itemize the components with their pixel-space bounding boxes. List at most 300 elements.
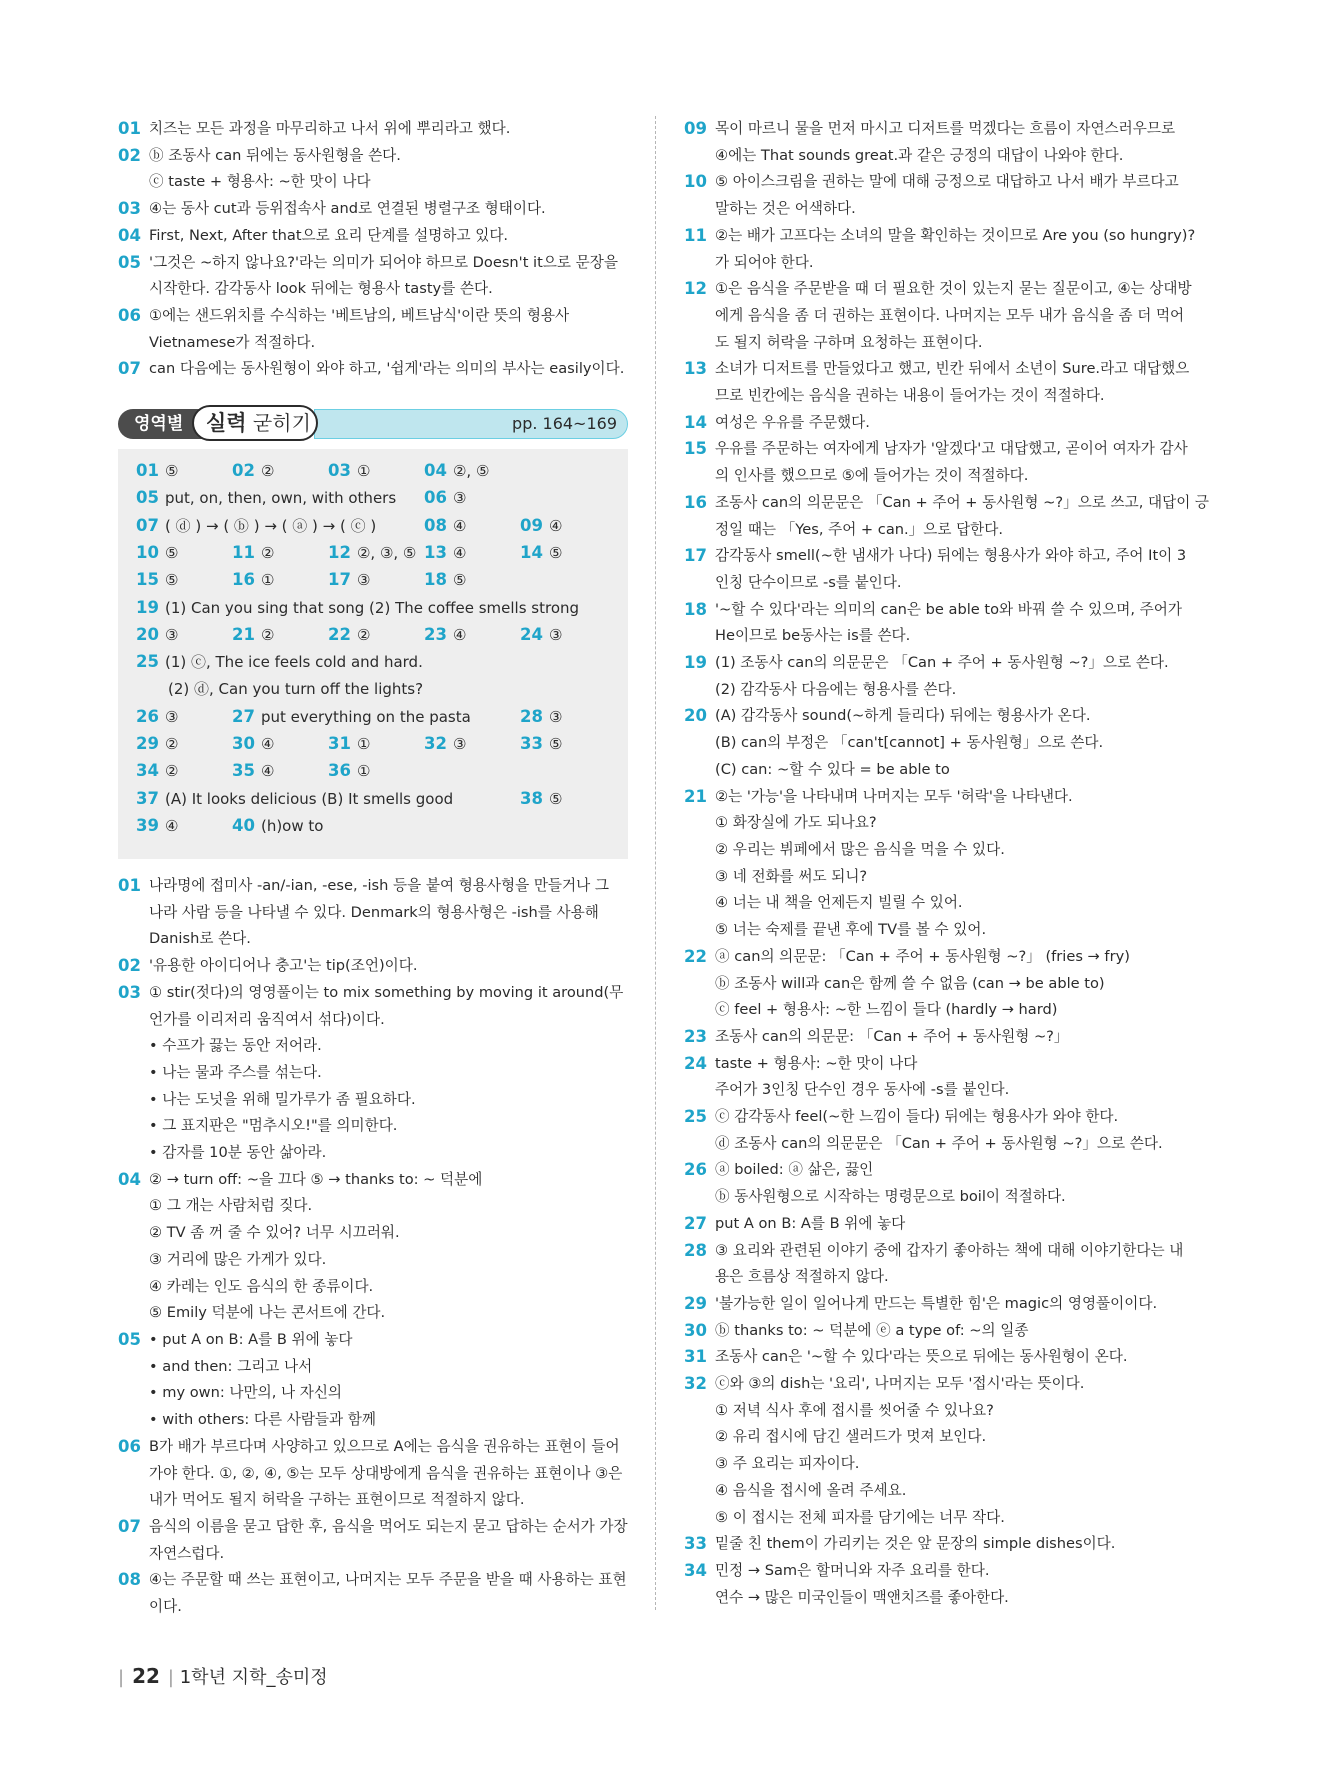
item-number: 24 <box>684 1053 707 1073</box>
answer-item <box>520 707 562 727</box>
answer-value: ③ <box>164 707 179 726</box>
item-number: 02 <box>118 956 141 976</box>
item-number: 11 <box>684 225 707 245</box>
answer-number: 08 <box>424 515 447 535</box>
explanation-line: ③ 요리와 관련된 이야기 중에 갑자기 좋아하는 책에 대해 이야기한다는 내 <box>715 1241 1184 1259</box>
answer-value: ④ <box>260 735 275 754</box>
explanations-section-1 <box>118 116 628 383</box>
explanation-line: 언가를 이리저리 움직여서 섞다)이다. <box>149 1010 385 1028</box>
answer-number: 14 <box>520 542 543 562</box>
explanation-line: 인칭 단수이므로 -s를 붙인다. <box>715 573 902 591</box>
answer-item <box>232 570 274 590</box>
answer-value: ④ <box>452 516 467 535</box>
answer-value: ③ <box>452 489 467 508</box>
explanation-line: First, Next, After that으로 요리 단계를 설명하고 있다. <box>149 226 509 244</box>
item-number: 19 <box>684 653 707 673</box>
answer-item <box>136 488 396 508</box>
item-number: 18 <box>684 599 707 619</box>
answer-item <box>328 625 370 645</box>
explanation-item <box>684 276 1194 356</box>
answer-number: 30 <box>232 734 255 754</box>
explanation-line: ④는 동사 cut과 등위접속사 and로 연결된 병렬구조 형태이다. <box>149 200 546 218</box>
answer-item <box>232 761 274 781</box>
explanation-item <box>118 953 628 980</box>
answer-value: (2) ⓓ, Can you turn off the lights? <box>168 680 424 699</box>
item-number: 01 <box>118 119 141 138</box>
explanation-line: '~할 수 있다'라는 의미의 can은 be able to와 바꿔 쓸 수 있으며, 주어가 <box>715 600 1182 618</box>
explanation-line: 여성은 우유를 주문했다. <box>715 413 870 431</box>
answer-value: ③ <box>548 707 563 726</box>
item-number: 13 <box>684 359 707 379</box>
explanation-line: • 나는 도넛을 위해 밀가루가 좀 필요하다. <box>149 1090 416 1108</box>
item-number: 07 <box>118 359 141 379</box>
explanation-item <box>118 250 628 303</box>
answer-value: ③ <box>452 735 467 754</box>
answer-item <box>136 570 178 590</box>
explanation-line: 내가 먹어도 될지 허락을 구하는 표현이므로 적절하지 않다. <box>149 1491 525 1509</box>
explanation-line: 이다. <box>149 1598 182 1616</box>
explanation-line: 나라 사람 등을 나타낼 수 있다. Denmark의 형용사형은 -ish를 사용해 <box>149 903 599 921</box>
item-number: 28 <box>684 1240 707 1260</box>
explanation-line: 나라명에 접미사 -an/-ian, -ese, -ish 등을 붙여 형용사형을 만들거나 그 <box>149 877 609 895</box>
answer-number: 18 <box>424 570 447 590</box>
answer-value: ④ <box>260 762 275 781</box>
item-number: 25 <box>684 1107 707 1127</box>
answer-number: 23 <box>424 624 447 644</box>
explanations-section-2 <box>118 873 628 1621</box>
answer-number: 10 <box>136 542 159 562</box>
explanation-line: ⑤ 너는 숙제를 끝낸 후에 TV를 볼 수 있어. <box>715 921 987 939</box>
explanation-item <box>684 1211 1194 1238</box>
explanation-line: 가 되어야 한다. <box>715 253 814 271</box>
answer-value: put, on, then, own, with others <box>164 489 397 508</box>
explanation-line: ② → turn off: ~을 끄다 ⑤ → thanks to: ~ 덕분에 <box>149 1170 483 1188</box>
explanation-line: ① stir(젓다)의 영영풀이는 to mix something by moving it around(무 <box>149 983 624 1001</box>
answer-item <box>520 516 562 536</box>
answer-item <box>424 570 466 590</box>
answer-item <box>232 543 274 563</box>
answer-number: 26 <box>136 706 159 726</box>
explanation-line: He이므로 be동사는 is를 쓴다. <box>715 627 911 645</box>
item-number: 09 <box>684 119 707 138</box>
answer-item <box>520 789 562 809</box>
explanation-line: ⑤ 이 접시는 전체 피자를 담기에는 너무 작다. <box>715 1508 1005 1526</box>
explanation-line: taste + 형용사: ~한 맛이 나다 <box>715 1054 918 1072</box>
explanation-item <box>118 1567 628 1620</box>
answer-item <box>136 707 178 727</box>
answer-number: 38 <box>520 788 543 808</box>
answer-item <box>328 570 370 590</box>
explanation-item <box>684 1371 1194 1531</box>
answer-number: 20 <box>136 624 159 644</box>
answer-item <box>136 461 178 481</box>
answer-value: ① <box>356 762 371 781</box>
answer-number: 06 <box>424 488 447 508</box>
item-number: 03 <box>118 199 141 219</box>
answer-item <box>136 543 178 563</box>
item-number: 05 <box>118 252 141 272</box>
answer-number: 21 <box>232 624 255 644</box>
explanation-line: 자연스럽다. <box>149 1544 225 1562</box>
answer-number: 34 <box>136 761 159 781</box>
banner-pages: pp. 164~169 <box>314 409 628 439</box>
item-number: 27 <box>684 1213 707 1233</box>
explanation-item <box>684 1291 1194 1318</box>
answer-item <box>424 461 489 481</box>
answer-value: ⑤ <box>548 543 563 562</box>
explanation-line: 조동사 can의 의문문: 「Can + 주어 + 동사원형 ~?」 <box>715 1027 1069 1045</box>
answer-value: ⑤ <box>548 789 563 808</box>
explanation-line: 가야 한다. ①, ②, ④, ⑤는 모두 상대방에게 음식을 권유하는 표현이나 ③은 <box>149 1464 623 1482</box>
item-number: 17 <box>684 546 707 566</box>
item-number: 16 <box>684 492 707 512</box>
answer-number: 04 <box>424 461 447 481</box>
explanation-line: 소녀가 디저트를 만들었다고 했고, 빈칸 뒤에서 소년이 Sure.라고 대답했으 <box>715 360 1190 378</box>
explanation-line: ③ 주 요리는 피자이다. <box>715 1455 860 1473</box>
explanation-item <box>684 1104 1194 1157</box>
answer-item <box>424 625 466 645</box>
answer-number: 13 <box>424 542 447 562</box>
answer-number: 15 <box>136 570 159 590</box>
explanation-line: 주어가 3인칭 단수인 경우 동사에 -s를 붙인다. <box>715 1081 1010 1099</box>
explanation-line: 의 인사를 했으므로 ⑤에 들어가는 것이 적절하다. <box>715 467 1029 485</box>
answer-value: ② <box>356 625 371 644</box>
item-number: 31 <box>684 1347 707 1367</box>
explanation-item <box>684 490 1210 543</box>
explanation-item <box>118 1327 628 1434</box>
explanation-line: ⓐ can의 의문문: 「Can + 주어 + 동사원형 ~?」 (fries → fry) <box>715 947 1130 965</box>
answer-value: ⑤ <box>164 543 179 562</box>
answer-number: 03 <box>328 461 351 481</box>
answer-value: ⑤ <box>164 462 179 481</box>
answer-item <box>136 652 423 672</box>
answer-item <box>328 543 416 563</box>
explanation-line: • with others: 다른 사람들과 함께 <box>149 1411 376 1429</box>
explanation-item <box>118 1514 628 1567</box>
explanation-item <box>118 196 628 223</box>
answer-item <box>136 816 178 836</box>
explanation-item <box>684 1344 1194 1371</box>
explanation-line: '그것은 ~하지 않나요?'라는 의미가 되어야 하므로 Doesn't it으로 문장을 <box>149 253 618 271</box>
explanation-line: 시작한다. 감각동사 look 뒤에는 형용사 tasty를 쓴다. <box>149 280 493 298</box>
answer-item <box>424 543 466 563</box>
banner-title-bold: 실력 <box>206 411 247 436</box>
explanation-line: ③ 네 전화를 써도 되니? <box>715 867 868 885</box>
explanation-line: ④ 너는 내 책을 언제든지 빌릴 수 있어. <box>715 894 963 912</box>
item-number: 21 <box>684 786 707 806</box>
explanation-item <box>684 1051 1194 1104</box>
item-number: 06 <box>118 305 141 325</box>
explanation-line: ④는 주문할 때 쓰는 표현이고, 나머지는 모두 주문을 받을 때 사용하는 표현 <box>149 1571 627 1589</box>
page-number: 22 <box>132 1664 160 1688</box>
answer-item <box>136 761 178 781</box>
answer-item <box>328 761 370 781</box>
answer-number: 11 <box>232 542 255 562</box>
answer-value: ⑤ <box>548 735 563 754</box>
explanation-item <box>118 143 628 196</box>
explanation-item <box>684 543 1194 596</box>
answer-item <box>232 625 274 645</box>
answer-number: 24 <box>520 624 543 644</box>
explanation-line: ① 그 개는 사람처럼 짖다. <box>149 1197 313 1215</box>
explanation-line: ⓑ 조동사 can 뒤에는 동사원형을 쓴다. <box>149 146 401 164</box>
explanation-line: 정일 때는 「Yes, 주어 + can.」으로 답한다. <box>715 520 1004 538</box>
answer-value: ① <box>356 735 371 754</box>
answer-value: ⑤ <box>452 571 467 590</box>
explanation-line: ①에는 샌드위치를 수식하는 '베트남의, 베트남식'이란 뜻의 형용사 <box>149 306 570 324</box>
explanation-line: B가 배가 부르다며 사양하고 있으므로 A에는 음식을 권유하는 표현이 들어 <box>149 1437 620 1455</box>
answer-item <box>232 734 274 754</box>
answer-item <box>136 734 178 754</box>
explanation-line: can 다음에는 동사원형이 와야 하고, '쉽게'라는 의미의 부사는 easily이다. <box>149 360 625 378</box>
explanation-line: Vietnamese가 적절하다. <box>149 333 316 351</box>
item-number: 32 <box>684 1374 707 1394</box>
answer-item <box>136 789 453 809</box>
explanation-line: ⓓ 조동사 can의 의문문은 「Can + 주어 + 동사원형 ~?」으로 쓴다. <box>715 1134 1163 1152</box>
explanation-item <box>684 410 1194 437</box>
answer-number: 40 <box>232 815 255 835</box>
answer-key-box <box>118 449 628 859</box>
explanation-item <box>684 1157 1194 1210</box>
answer-value: ② <box>164 762 179 781</box>
item-number: 15 <box>684 439 707 459</box>
footer-text: 1학년 지학_송미정 <box>179 1667 328 1688</box>
answer-value: ③ <box>548 625 563 644</box>
answer-item <box>424 734 466 754</box>
explanation-line: (B) can의 부정은 「can't[cannot] + 동사원형」으로 쓴다. <box>715 734 1104 752</box>
answer-value: ④ <box>452 543 467 562</box>
answer-number: 09 <box>520 515 543 535</box>
section-banner <box>118 403 628 447</box>
explanation-line: ②는 배가 고프다는 소녀의 말을 확인하는 것이므로 Are you (so hungry)? <box>715 226 1196 244</box>
answer-number: 31 <box>328 734 351 754</box>
answer-item <box>424 488 466 508</box>
answer-value: ② <box>260 462 275 481</box>
answer-item <box>328 461 370 481</box>
answer-number: 36 <box>328 761 351 781</box>
answer-number: 35 <box>232 761 255 781</box>
explanation-line: • and then: 그리고 나서 <box>149 1357 313 1375</box>
answer-value: ④ <box>164 816 179 835</box>
explanation-line: ② 우리는 뷔페에서 많은 음식을 먹을 수 있다. <box>715 840 1005 858</box>
explanation-item <box>684 1238 1194 1291</box>
explanation-line: (2) 감각동사 다음에는 형용사를 쓴다. <box>715 680 957 698</box>
answer-number: 39 <box>136 815 159 835</box>
explanation-line: • 수프가 끓는 동안 저어라. <box>149 1037 322 1055</box>
explanation-item <box>684 650 1194 703</box>
item-number: 04 <box>118 225 141 245</box>
explanation-line: '불가능한 일이 일어나게 만드는 특별한 힘'은 magic의 영영풀이이다. <box>715 1294 1158 1312</box>
answer-item <box>520 734 562 754</box>
answer-value: ( ⓓ ) → ( ⓑ ) → ( ⓐ ) → ( ⓒ ) <box>164 516 377 535</box>
explanation-line: ⓒ 감각동사 feel(~한 느낌이 들다) 뒤에는 형용사가 와야 한다. <box>715 1108 1119 1126</box>
answer-number: 37 <box>136 788 159 808</box>
answer-item <box>136 598 579 618</box>
explanation-item <box>684 597 1194 650</box>
answer-item <box>424 516 466 536</box>
explanation-item <box>684 356 1194 409</box>
explanation-line: 용은 흐름상 적절하지 않다. <box>715 1268 889 1286</box>
explanation-item <box>118 116 628 143</box>
item-number: 01 <box>118 876 141 896</box>
explanation-item <box>118 873 628 953</box>
explanation-line: ⓒ feel + 형용사: ~한 느낌이 들다 (hardly → hard) <box>715 1001 1058 1019</box>
page-footer: | 22 | 1학년 지학_송미정 <box>118 1664 328 1688</box>
answer-number: 19 <box>136 597 159 617</box>
answer-number: 01 <box>136 461 159 481</box>
answer-value: ② <box>260 625 275 644</box>
item-number: 08 <box>118 1570 141 1590</box>
explanation-line: • 나는 물과 주스를 섞는다. <box>149 1063 322 1081</box>
item-number: 05 <box>118 1329 141 1349</box>
left-column <box>118 116 628 1621</box>
explanation-line: ⓒ taste + 형용사: ~한 맛이 나다 <box>149 173 371 191</box>
item-number: 04 <box>118 1169 141 1189</box>
item-number: 34 <box>684 1560 707 1580</box>
answer-value: (1) Can you sing that song (2) The coffee smells strong <box>164 598 580 617</box>
answer-value: ⑤ <box>164 571 179 590</box>
item-number: 33 <box>684 1534 707 1554</box>
explanation-line: 음식의 이름을 묻고 답한 후, 음식을 먹어도 되는지 묻고 답하는 순서가 가장 <box>149 1517 628 1535</box>
explanation-line: ②는 '가능'을 나타내며 나머지는 모두 '허락'을 나타낸다. <box>715 787 1073 805</box>
item-number: 10 <box>684 172 707 192</box>
right-column <box>684 116 1210 1611</box>
explanation-item <box>118 356 628 383</box>
explanation-line: ⓐ boiled: ⓐ 삶은, 끓인 <box>715 1161 874 1179</box>
banner-title <box>192 405 318 441</box>
explanation-line: ⓑ 조동사 will과 can은 함께 쓸 수 없음 (can → be able to) <box>715 974 1105 992</box>
answer-value: ② <box>164 735 179 754</box>
answer-number: 33 <box>520 734 543 754</box>
explanation-item <box>118 1167 628 1327</box>
explanation-line: 치즈는 모든 과정을 마무리하고 나서 위에 뿌리라고 했다. <box>149 120 511 137</box>
explanation-line: ④ 음식을 접시에 올려 주세요. <box>715 1481 907 1499</box>
explanation-item <box>118 303 628 356</box>
explanation-line: • 감자를 10분 동안 삶아라. <box>149 1144 327 1162</box>
explanation-line: ① 저녁 식사 후에 접시를 씻어줄 수 있나요? <box>715 1401 994 1419</box>
item-number: 29 <box>684 1293 707 1313</box>
item-number: 22 <box>684 946 707 966</box>
answer-number: 25 <box>136 652 159 672</box>
answer-value: ② <box>260 543 275 562</box>
answer-number: 05 <box>136 488 159 508</box>
explanation-line: '유용한 아이디어나 충고'는 tip(조언)이다. <box>149 957 418 975</box>
explanation-item <box>684 703 1194 783</box>
answer-value: ③ <box>356 571 371 590</box>
explanation-line: 조동사 can의 의문문은 「Can + 주어 + 동사원형 ~?」으로 쓰고, 대답이 긍 <box>715 493 1210 511</box>
explanation-line: ⓒ와 ③의 dish는 '요리', 나머지는 모두 '접시'라는 뜻이다. <box>715 1375 1085 1393</box>
answer-value: (1) ⓒ, The ice feels cold and hard. <box>164 653 423 672</box>
answer-item <box>328 734 370 754</box>
explanation-line: (C) can: ~할 수 있다 = be able to <box>715 760 950 778</box>
answer-number: 29 <box>136 734 159 754</box>
item-number: 26 <box>684 1160 707 1180</box>
answer-item <box>136 679 423 699</box>
answer-item <box>520 625 562 645</box>
explanation-line: 우유를 주문하는 여자에게 남자가 '알겠다'고 대답했고, 곧이어 여자가 감사 <box>715 440 1188 458</box>
answer-item <box>232 816 323 836</box>
explanation-item <box>684 223 1194 276</box>
answer-number: 32 <box>424 734 447 754</box>
answer-number: 07 <box>136 515 159 535</box>
answer-value: ③ <box>164 625 179 644</box>
answer-number: 12 <box>328 542 351 562</box>
item-number: 30 <box>684 1320 707 1340</box>
answer-value: ① <box>356 462 371 481</box>
answer-value: ④ <box>452 625 467 644</box>
answer-item <box>136 625 178 645</box>
explanation-line: put A on B: A를 B 위에 놓다 <box>715 1214 906 1232</box>
explanation-line: 민정 → Sam은 할머니와 자주 요리를 한다. <box>715 1561 990 1579</box>
item-number: 14 <box>684 412 707 432</box>
explanation-line: 에게 음식을 좀 더 권하는 표현이다. 나머지는 모두 내가 음식을 좀 더 먹어 <box>715 306 1185 324</box>
explanation-line: ⑤ 아이스크림을 권하는 말에 대해 긍정으로 대답하고 나서 배가 부르다고 <box>715 173 1179 191</box>
explanation-item <box>684 944 1194 1024</box>
explanation-item <box>684 436 1194 489</box>
answer-number: 28 <box>520 706 543 726</box>
explanation-item <box>684 116 1194 169</box>
explanation-line: 목이 마르니 물을 먼저 마시고 디저트를 먹겠다는 흐름이 자연스러우므로 <box>715 120 1176 137</box>
explanation-line: ① 화장실에 가도 되나요? <box>715 814 877 832</box>
item-number: 20 <box>684 706 707 726</box>
item-number: 02 <box>118 145 141 165</box>
explanation-item <box>684 1531 1194 1558</box>
item-number: 06 <box>118 1436 141 1456</box>
answer-item <box>520 543 562 563</box>
item-number: 03 <box>118 982 141 1002</box>
answer-number: 16 <box>232 570 255 590</box>
answer-value: (A) It looks delicious (B) It smells good <box>164 789 454 808</box>
answer-value: ④ <box>548 516 563 535</box>
explanation-line: 므로 빈칸에는 음식을 권하는 내용이 들어가는 것이 적절하다. <box>715 387 1105 405</box>
explanation-item <box>684 169 1194 222</box>
banner-title-rest: 굳히기 <box>246 411 311 436</box>
explanation-line: 도 될지 허락을 구하며 요청하는 표현이다. <box>715 333 983 351</box>
explanation-line: 조동사 can은 '~할 수 있다'라는 뜻으로 뒤에는 동사원형이 온다. <box>715 1348 1128 1366</box>
explanation-line: ⓑ 동사원형으로 시작하는 명령문으로 boil이 적절하다. <box>715 1188 1066 1206</box>
explanation-line: ② 유리 접시에 담긴 샐러드가 멋져 보인다. <box>715 1428 987 1446</box>
explanation-line: ①은 음식을 주문받을 때 더 필요한 것이 있는지 묻는 질문이고, ④는 상대방 <box>715 280 1192 298</box>
answer-value: put everything on the pasta <box>260 707 471 726</box>
explanation-item <box>118 223 628 250</box>
explanation-line: ⑤ Emily 덕분에 나는 콘서트에 간다. <box>149 1304 386 1322</box>
explanation-item <box>684 1024 1194 1051</box>
answer-item <box>136 516 376 536</box>
explanation-line: 연수 → 많은 미국인들이 맥앤치즈를 좋아한다. <box>715 1588 1009 1606</box>
banner-tag: 영역별 <box>118 409 206 439</box>
explanation-line: • 그 표지판은 "멈추시오!"를 의미한다. <box>149 1117 398 1135</box>
answer-value: (h)ow to <box>260 816 324 835</box>
explanation-line: 감각동사 smell(~한 냄새가 나다) 뒤에는 형용사가 와야 하고, 주어 It이 3 <box>715 547 1187 565</box>
explanation-line: • put A on B: A를 B 위에 놓다 <box>149 1330 353 1348</box>
answer-item <box>232 461 274 481</box>
explanation-item <box>118 1434 628 1514</box>
answer-number: 17 <box>328 570 351 590</box>
explanation-item <box>118 980 628 1167</box>
answer-value: ②, ⑤ <box>452 462 490 481</box>
explanation-line: • my own: 나만의, 나 자신의 <box>149 1384 343 1402</box>
explanation-line: ② TV 좀 꺼 줄 수 있어? 너무 시끄러워. <box>149 1224 400 1242</box>
answer-number: 02 <box>232 461 255 481</box>
explanation-item <box>684 1558 1194 1611</box>
explanation-line: ④ 카레는 인도 음식의 한 종류이다. <box>149 1277 374 1295</box>
answer-number: 22 <box>328 624 351 644</box>
explanation-line: (A) 감각동사 sound(~하게 들리다) 뒤에는 형용사가 온다. <box>715 707 1091 725</box>
item-number: 12 <box>684 279 707 299</box>
explanation-line: ③ 거리에 많은 가게가 있다. <box>149 1250 327 1268</box>
explanation-line: 말하는 것은 어색하다. <box>715 200 856 218</box>
item-number: 07 <box>118 1516 141 1536</box>
